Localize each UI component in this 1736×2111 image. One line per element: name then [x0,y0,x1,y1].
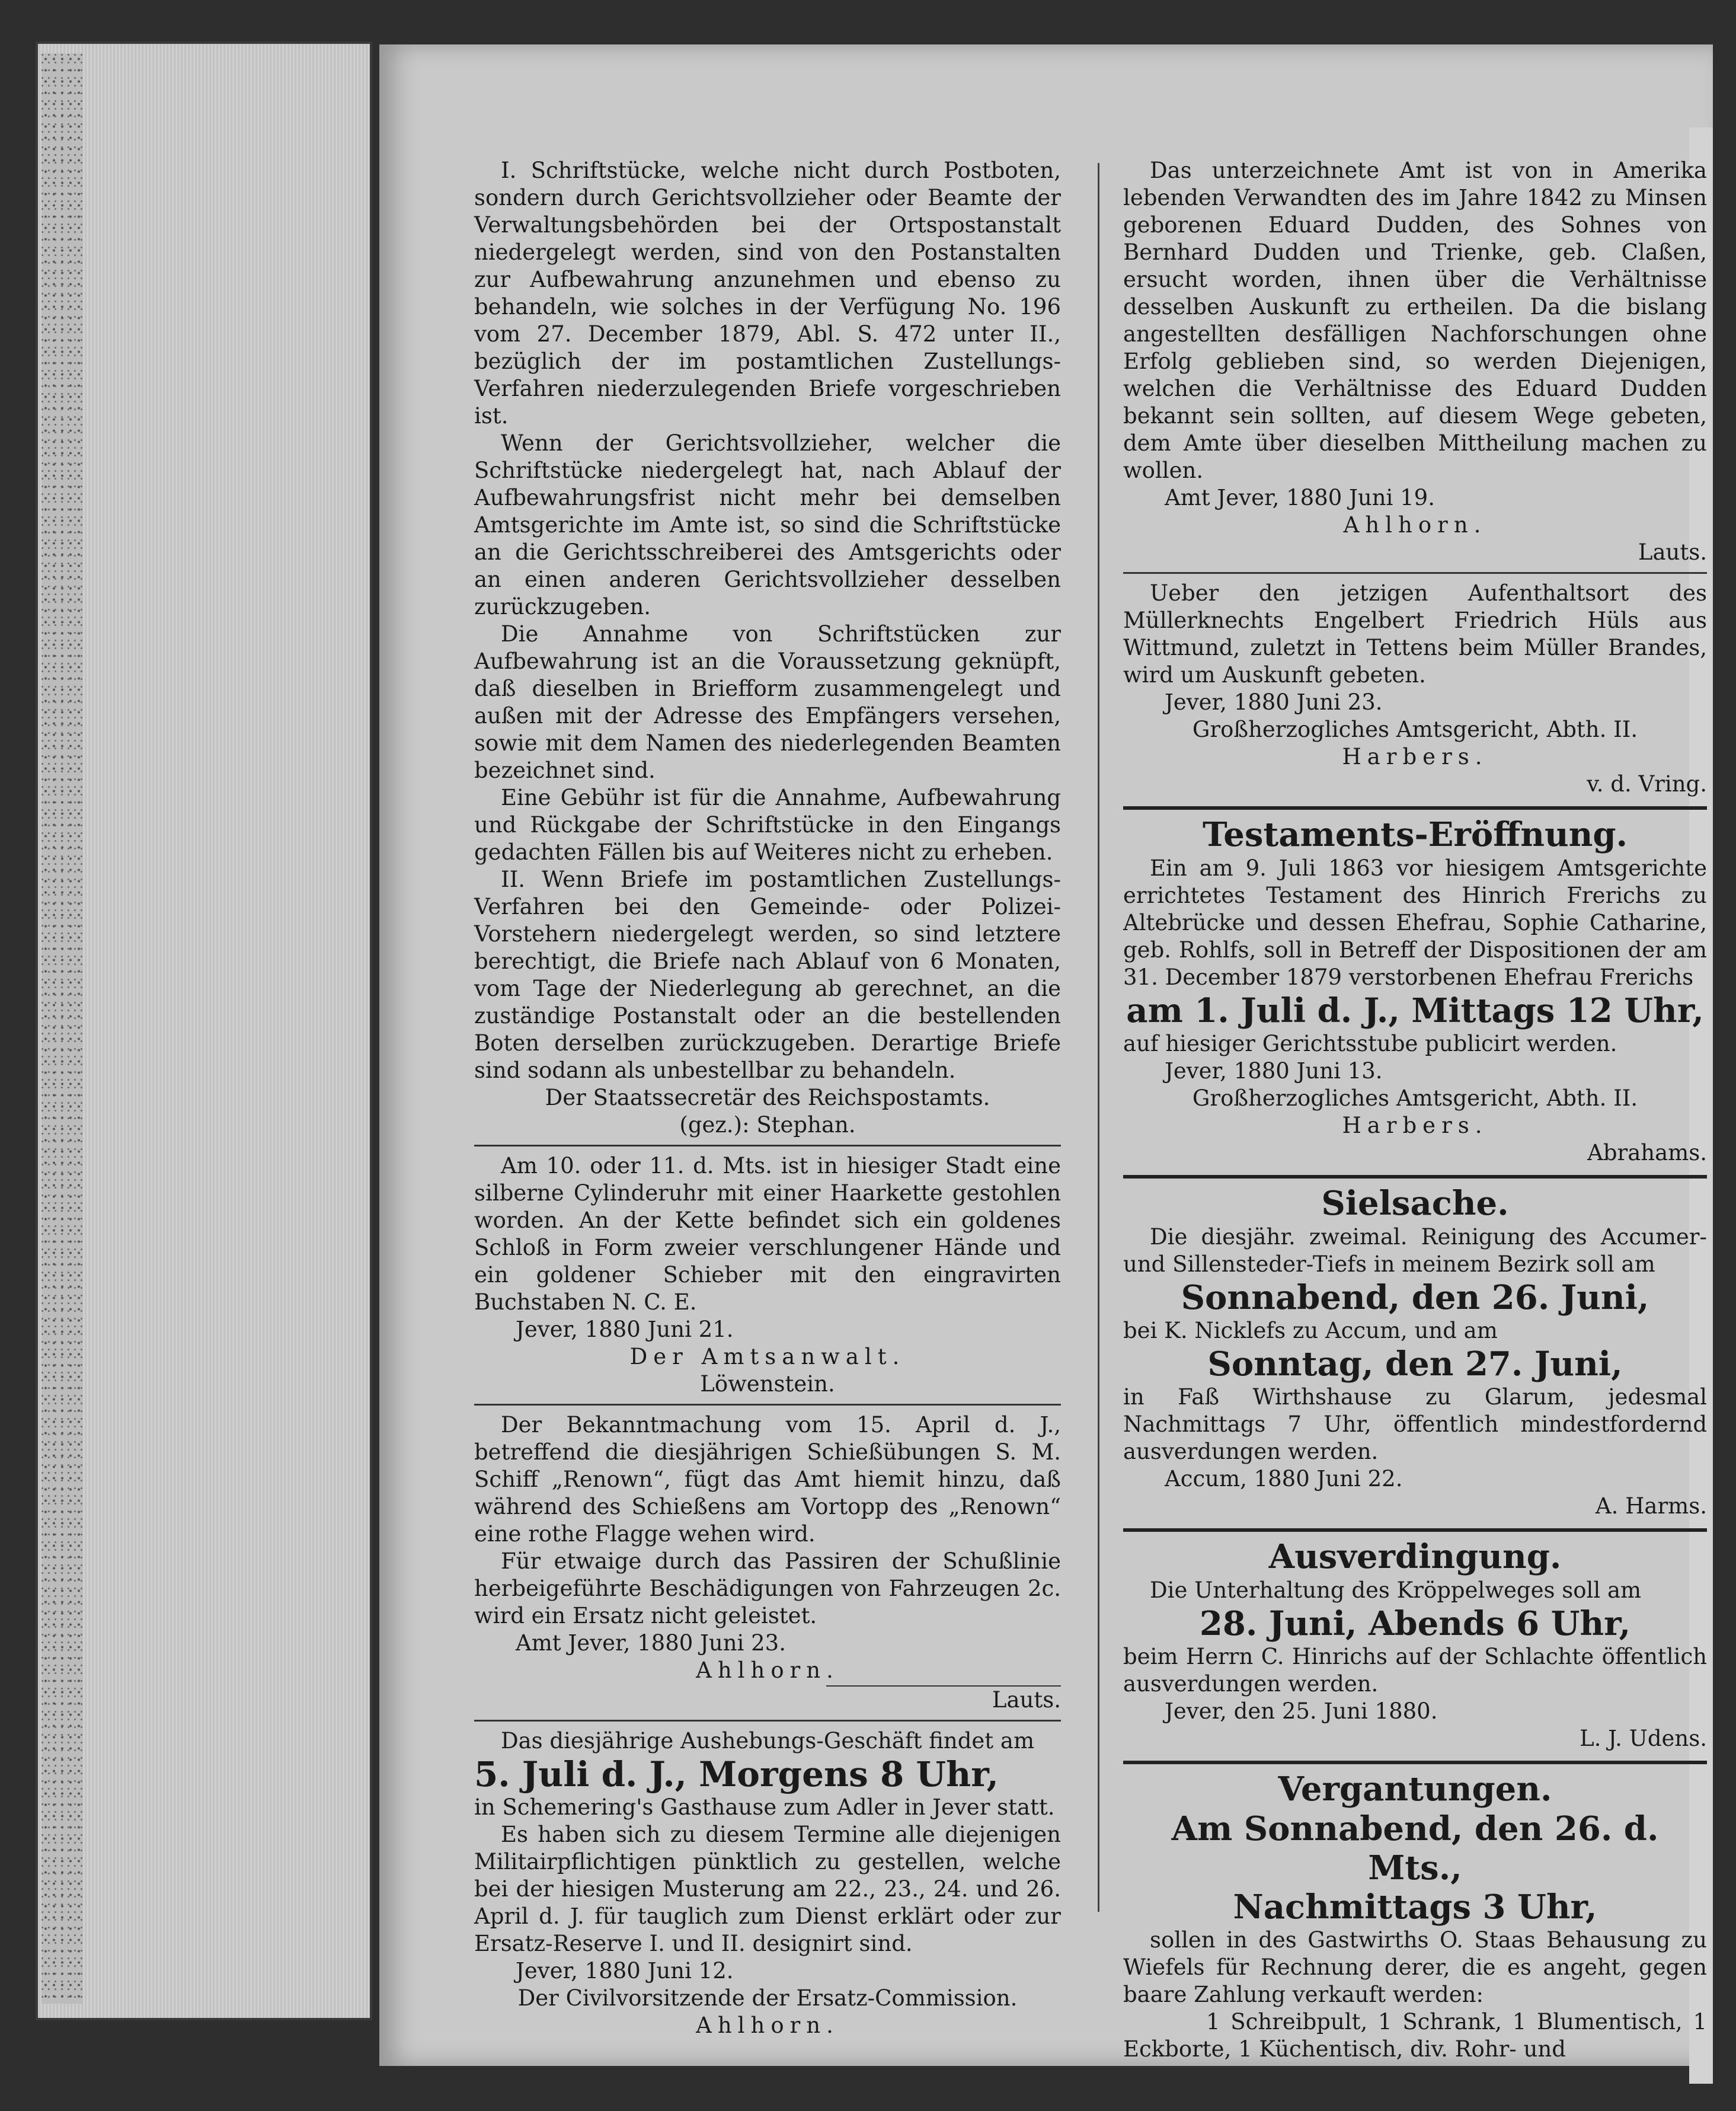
notice-para: 1 Schreibpult, 1 Schrank, 1 Blumentisch, 1 Eckborte, 1 Küchentisch, div. Rohr- und [1123,2009,1707,2062]
notice-para: bei K. Nicklefs zu Accum, und am [1123,1318,1498,1343]
notice-para: Das unterzeichnete Amt ist von in Amerika lebenden Verwandten des im Jahre 1842 zu Minsen geborenen Eduard Dudden, des Sohnes von Bernhard Dudden und Trienke, geb. Claßen, ersucht worden, ihnen über die Verhältnisse desselben Auskunft zu ertheilen. Da die bislang angestellten desfälligen Nachforschungen ohne Erfolg geblieben sind, so werden Diejenigen, welchen die Verhältnisse des Eduard Dudden bekannt sein sollten, auf diesem Wege gebeten, dem Amte über dieselben Mittheilung machen zu wollen. [1123,158,1707,483]
notice-para: Ein am 9. Juli 1863 vor hiesigem Amtsgerichte errichtetes Testament des Hinrich Frerichs zu Altebrücke und dessen Ehefrau, Sophie Catharine, geb. Rohlfs, soll in Betreff der Dispositionen der am 31. December 1879 verstorbenen Ehefrau Frerichs [1123,855,1707,990]
signature-name: Lauts. [992,1687,1061,1713]
signature-title: Der Civilvorsitzende der Ersatz-Commission. [517,1985,1018,2011]
notice-para: Für etwaige durch das Passiren der Schußlinie herbeigeführte Beschädigungen von Fahrzeugen 2c. wird ein Ersatz nicht geleistet. [474,1548,1061,1628]
notice-date: Amt Jever, 1880 Juni 23. [516,1630,786,1656]
section-heading: Ausverdingung. [1268,1537,1562,1576]
notice-para: Die Unterhaltung des Kröppelweges soll am [1150,1577,1642,1603]
notice-para: in Schemering's Gasthause zum Adler in Jever statt. [474,1794,1055,1820]
court-name: Großherzogliches Amtsgericht, Abth. II. [1192,1085,1638,1111]
notice-para: beim Herrn C. Hinrichs auf der Schlachte öffentlich ausverdungen werden. [1123,1644,1707,1697]
notice-date: Jever, 1880 Juni 23. [1165,689,1383,715]
signature-title: Der Staatssecretär des Reichspostamts. [545,1085,990,1110]
notice-date: Jever, 1880 Juni 13. [1165,1058,1383,1084]
notice-para: Wenn der Gerichtsvollzieher, welcher die Schriftstücke niedergelegt hat, nach Ablauf der Aufbewahrungsfrist nicht mehr bei demselben Amtsgerichte im Amte ist, so sind die Schriftstücke an die Gerichtsschreiberei des Amtsgerichts oder an einen anderen Gerichtsvollzieher desselben zurückzugeben. [474,430,1061,619]
notice-date-large: Sonntag, den 27. Juni, [1207,1344,1623,1384]
section-rule [1123,806,1707,810]
notice-date: Amt Jever, 1880 Juni 19. [1165,485,1435,510]
right-column [1123,157,1707,2063]
signature-name: Harbers. [1342,1113,1488,1138]
signature-name: Ahlhorn. [1343,512,1487,538]
signature-name: Löwenstein. [700,1371,835,1397]
signature-name: Ahlhorn. [696,1657,839,1683]
signature-name: Abrahams. [1587,1140,1707,1165]
section-rule [474,1404,1061,1406]
notice-para: I. Schriftstücke, welche nicht durch Postboten, sondern durch Gerichtsvollzieher oder Beamte der Verwaltungsbehörden bei der Ortspostanstalt niedergelegt werden, sind von den Postanstalten zur Aufbewahrung anzunehmen und ebenso zu behandeln, wie solches in der Verfügung No. 196 vom 27. December 1879, Abl. S. 472 unter II., bezüglich der im postamtlichen Zustellungs-Verfahren niederzulegenden Briefe vorgeschrieben ist. [474,158,1061,429]
notice-date-large: Am Sonnabend, den 26. d. Mts., [1171,1809,1659,1888]
notice-para: in Faß Wirthshause zu Glarum, jedesmal Nachmittags 7 Uhr, öffentlich mindestfordernd ausverdungen werden. [1123,1384,1707,1464]
section-heading: Sielsache. [1321,1184,1509,1223]
section-heading: Testaments-Eröffnung. [1202,815,1628,854]
section-rule [1123,572,1707,574]
book-page-edges [36,41,372,2020]
notice-para: Ueber den jetzigen Aufenthaltsort des Müllerknechts Engelbert Friedrich Hüls aus Wittmund, zuletzt in Tettens beim Müller Brandes, wird um Auskunft gebeten. [1123,580,1707,688]
notice-date-large: Nachmittags 3 Uhr, [1233,1888,1597,1927]
section-rule [1123,1761,1707,1764]
left-column [474,157,1061,2039]
signature-title: Der Amtsanwalt. [629,1344,906,1369]
notice-para: auf hiesiger Gerichtsstube publicirt werden. [1123,1031,1617,1056]
notice-date-large: Sonnabend, den 26. Juni, [1181,1278,1649,1317]
notice-intro: Das diesjährige Aushebungs-Geschäft findet am [500,1728,1035,1754]
signature-name: Lauts. [1638,539,1707,565]
notice-para: Am 10. oder 11. d. Mts. ist in hiesiger Stadt eine silberne Cylinderuhr mit einer Haarkette gestohlen worden. An der Kette befindet sich ein goldenes Schloß in Form zweier verschlungener Hände und ein goldener Schieber mit den eingravirten Buchstaben N. C. E. [474,1153,1061,1315]
signature-name: A. Harms. [1595,1493,1707,1519]
section-rule [474,1145,1061,1146]
column-divider [1098,163,1099,1912]
notice-date-large: 28. Juni, Abends 6 Uhr, [1199,1604,1631,1643]
notice-para: Die Annahme von Schriftstücken zur Aufbewahrung ist an die Voraussetzung geknüpft, daß dieselben in Briefform zusammengelegt und außen mit der Adresse des Empfängers versehen, sowie mit dem Namen des niederlegenden Beamten bezeichnet sind. [474,621,1061,783]
section-rule [1123,1175,1707,1179]
signature-name: (gez.): Stephan. [679,1112,856,1138]
notice-date: Jever, 1880 Juni 12. [516,1958,734,1984]
newspaper-page [379,44,1713,2066]
notice-para: Der Bekanntmachung vom 15. April d. J., betreffend die diesjährigen Schießübungen S. M. Schiff „Renown“, fügt das Amt hiemit hinzu, daß während des Schießens am Vortopp des „Renown“ eine rothe Flagge wehen wird. [474,1412,1061,1547]
notice-date: Jever, 1880 Juni 21. [516,1317,734,1342]
notice-para: Eine Gebühr ist für die Annahme, Aufbewahrung und Rückgabe der Schriftstücke in den Eingangs gedachten Fällen bis auf Weiteres nicht zu erheben. [474,785,1061,865]
notice-para: Die diesjähr. zweimal. Reinigung des Accumer- und Sillensteder-Tiefs in meinem Bezirk soll am [1123,1224,1707,1277]
court-name: Großherzogliches Amtsgericht, Abth. II. [1192,717,1638,742]
signature-name: v. d. Vring. [1587,771,1707,797]
signature-name: Ahlhorn. [696,2013,839,2038]
notice-para: Es haben sich zu diesem Termine alle diejenigen Militairpflichtigen pünktlich zu gestellen, welche bei der hiesigen Musterung am 22., 23., 24. und 26. April d. J. für tauglich zum Dienst erklärt oder zur Ersatz-Reserve I. und II. designirt sind. [474,1822,1061,1956]
signature-name: L. J. Udens. [1580,1726,1707,1751]
section-heading: Vergantungen. [1278,1770,1552,1809]
signature-name: Harbers. [1342,744,1488,769]
speckled-edge [41,53,83,2004]
notice-date-large: 5. Juli d. J., Morgens 8 Uhr, [474,1754,999,1794]
notice-para: II. Wenn Briefe im postamtlichen Zustellungs-Verfahren bei den Gemeinde- oder Polizei-Vorstehern niedergelegt werden, so sind letztere berechtigt, die Briefe nach Ablauf von 6 Monaten, vom Tage der Niederlegung ab gerechnet, an die zuständige Postanstalt oder an die bestellenden Boten derselben zurückzugeben. Derartige Briefe sind sodann als unbestellbar zu behandeln. [474,867,1061,1083]
section-rule [1123,1528,1707,1532]
notice-date: Accum, 1880 Juni 22. [1165,1466,1403,1492]
notice-date-large: am 1. Juli d. J., Mittags 12 Uhr, [1126,991,1704,1030]
notice-para: sollen in des Gastwirths O. Staas Behausung zu Wiefels für Rechnung derer, die es angeht, gegen baare Zahlung verkauft werden: [1123,1927,1707,2007]
notice-date: Jever, den 25. Juni 1880. [1165,1698,1438,1724]
section-rule [474,1720,1061,1722]
